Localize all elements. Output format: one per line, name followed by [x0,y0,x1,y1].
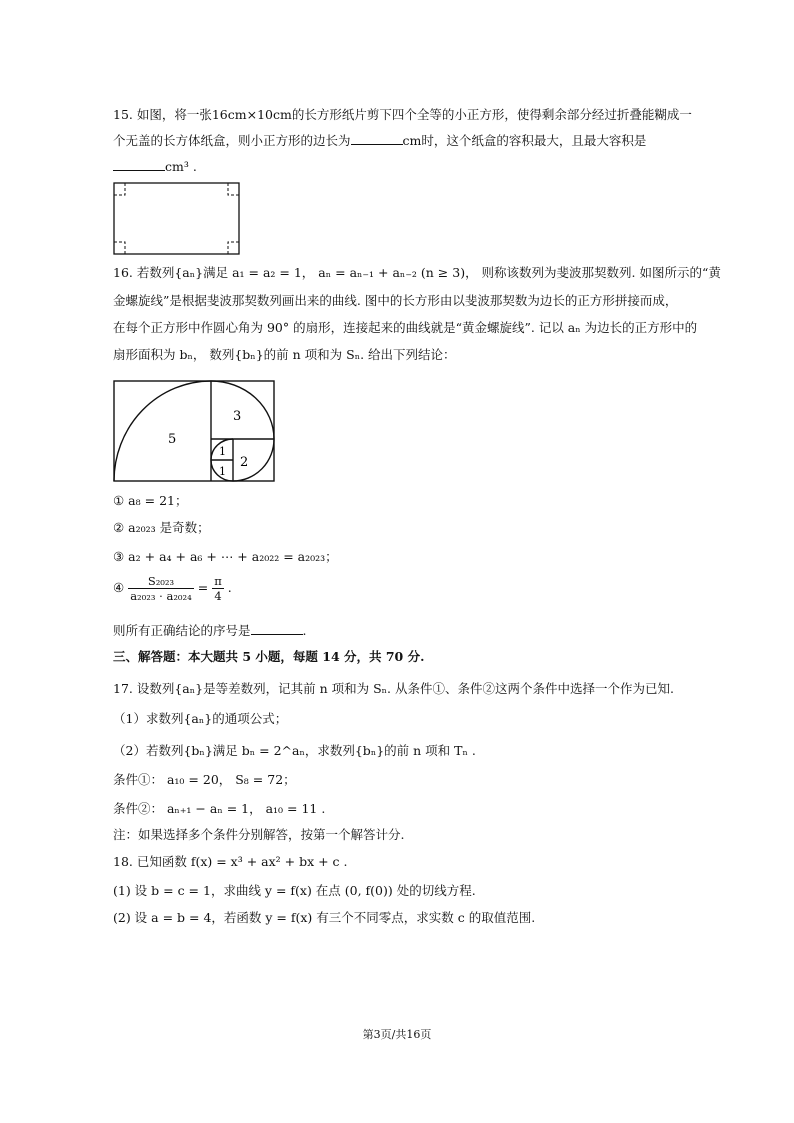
q16-c4-marker: ④ [113,580,125,595]
page-footer: 第3页/共16页 [362,1028,432,1041]
q16-conclusion-2: ② a₂₀₂₃ 是奇数； [113,520,210,535]
q18-part2: (2) 设 a = b = 4，若函数 y = f(x) 有三个不同零点，求实数 c 的取值范围. [113,910,536,925]
q15-line2 [113,132,646,150]
q16-c4-numerator: S₂₀₂₃ [128,574,194,589]
q16-conclusion-4: ④ $\frac{\text{S₂₀₂₃}}{\text{a₂₀₂₃ · a₂₀₂₄}}$ = $\frac{\pi}{4}$ . [113,574,232,603]
q16-c4-rhs-numerator: π [214,574,222,588]
q15-rectangle-figure [113,182,241,256]
q17-part1: （1）求数列{aₙ}的通项公式； [113,711,288,726]
q17-part2: （2）若数列{bₙ}满足 bₙ = 2^aₙ，求数列{bₙ}的前 n 项和 Tₙ . [113,743,476,758]
q16-conclusion-3: ③ a₂ + a₄ + a₆ + ⋯ + a₂₀₂₂ = a₂₀₂₃； [113,549,338,564]
square-label-1b: 1 [219,465,226,478]
q18-line1: 18. 已知函数 f(x) = x³ + ax² + bx + c . [113,854,348,869]
square-label-1a: 1 [219,445,226,458]
section-3-heading: 三、解答题：本大题共 5 小题，每题 14 分，共 70 分. [113,649,425,664]
q16-blank [251,622,303,635]
q17-condition-2: 条件②： aₙ₊₁ − aₙ = 1， a₁₀ = 11 . [113,801,326,816]
q16-ask: 则所有正确结论的序号是 . [113,623,307,638]
q15-line2-text-a: 个无盖的长方体纸盒，则小正方形的边长为 [113,133,351,148]
q18-part1: (1) 设 b = c = 1，求曲线 y = f(x) 在点 (0, f(0)) 处的切线方程. [113,883,476,898]
q17-condition-1: 条件①： a₁₀ = 20， S₈ = 72； [113,772,296,787]
q16-conclusion-1: ① a₈ = 21； [113,493,188,508]
q16-c4-equals: = [197,580,213,595]
q16-line3: 在每个正方形中作圆心角为 90° 的扇形，连接起来的曲线就是“黄金螺旋线”. 记以 aₙ 为边长的正方形中的 [113,320,698,335]
square-label-2: 2 [240,455,249,470]
q17-note: 注：如果选择多个条件分别解答，按第一个解答计分. [113,827,405,842]
q16-c4-rhs-denominator: 4 [214,589,222,603]
q16-c4-fraction [128,574,194,603]
q16-c4-denominator: a₂₀₂₃ · a₂₀₂₄ [130,589,192,603]
q16-line4: 扇形面积为 bₙ， 数列{bₙ}的前 n 项和为 Sₙ. 给出下列结论： [113,347,456,362]
golden-spiral-figure [113,380,277,484]
q16-line2: 金螺旋线”是根据斐波那契数列画出来的曲线. 图中的长方形由以斐波那契数为边长的正方形拼接而成， [113,293,678,308]
q17-line1: 17. 设数列{aₙ}是等差数列，记其前 n 项和为 Sₙ. 从条件①、条件②这两个条件中选择一个作为已知. [113,681,674,696]
q15-blank-1 [351,132,403,145]
square-label-5: 5 [168,432,177,447]
q15-line3 [113,158,197,176]
q15-line1: 15. 如图，将一张16cm×10cm的长方形纸片剪下四个全等的小正方形，使得剩余部分经过折叠能糊成一 [113,107,692,122]
q15-line3-text: cm³ . [165,159,197,174]
square-label-3: 3 [233,409,242,424]
q15-line2-text-b: cm时，这个纸盒的容积最大，且最大容积是 [402,133,647,148]
q16-c4-rhs-fraction [212,574,224,603]
q16-line1: 16. 若数列{aₙ}满足 a₁ = a₂ = 1， aₙ = aₙ₋₁ + aₙ₋₂ (n ≥ 3)， 则称该数列为斐波那契数列. 如图所示的“黄 [113,265,721,280]
q16-ask-text: 则所有正确结论的序号是 [113,623,251,638]
q15-blank-2 [113,158,165,171]
